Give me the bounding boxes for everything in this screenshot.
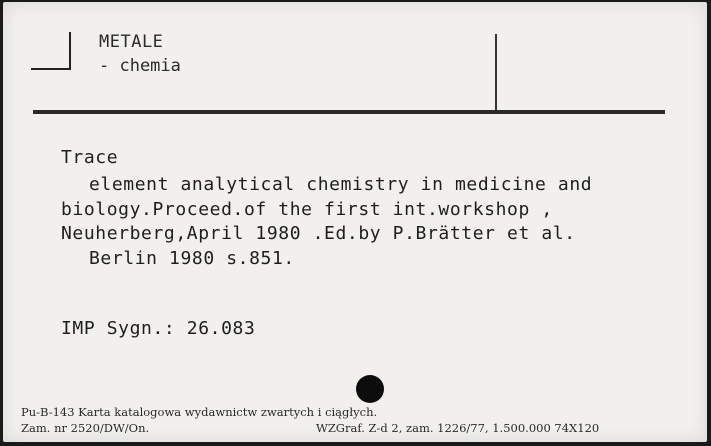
entry-line-1: element analytical chemistry in medicine and (89, 174, 593, 195)
footer-line-1: Pu-B-143 Karta katalogowa wydawnictw zwartych i ciągłych. (21, 405, 378, 419)
entry-line-2: biology.Proceed.of the first int.workshop , (61, 199, 553, 220)
subject-subheading: - chemia (99, 56, 181, 76)
entry-line-4: Berlin 1980 s.851. (89, 248, 295, 269)
footer-line-2-right: WZGraf. Z-d 2, zam. 1226/77, 1.500.000 74X120 (316, 421, 600, 435)
header-divider-vertical (495, 34, 497, 112)
subject-heading: METALE (99, 32, 164, 52)
corner-mark-horizontal (31, 68, 71, 70)
catalog-card (3, 2, 707, 442)
corner-mark-vertical (69, 32, 71, 70)
footer-line-2-left: Zam. nr 2520/DW/On. (21, 421, 150, 435)
header-rule (33, 110, 665, 114)
call-number: IMP Sygn.: 26.083 (61, 318, 256, 339)
entry-line-3: Neuherberg,April 1980 .Ed.by P.Brätter et al. (61, 223, 576, 244)
entry-title: Trace (61, 147, 119, 168)
punch-hole (356, 375, 384, 403)
